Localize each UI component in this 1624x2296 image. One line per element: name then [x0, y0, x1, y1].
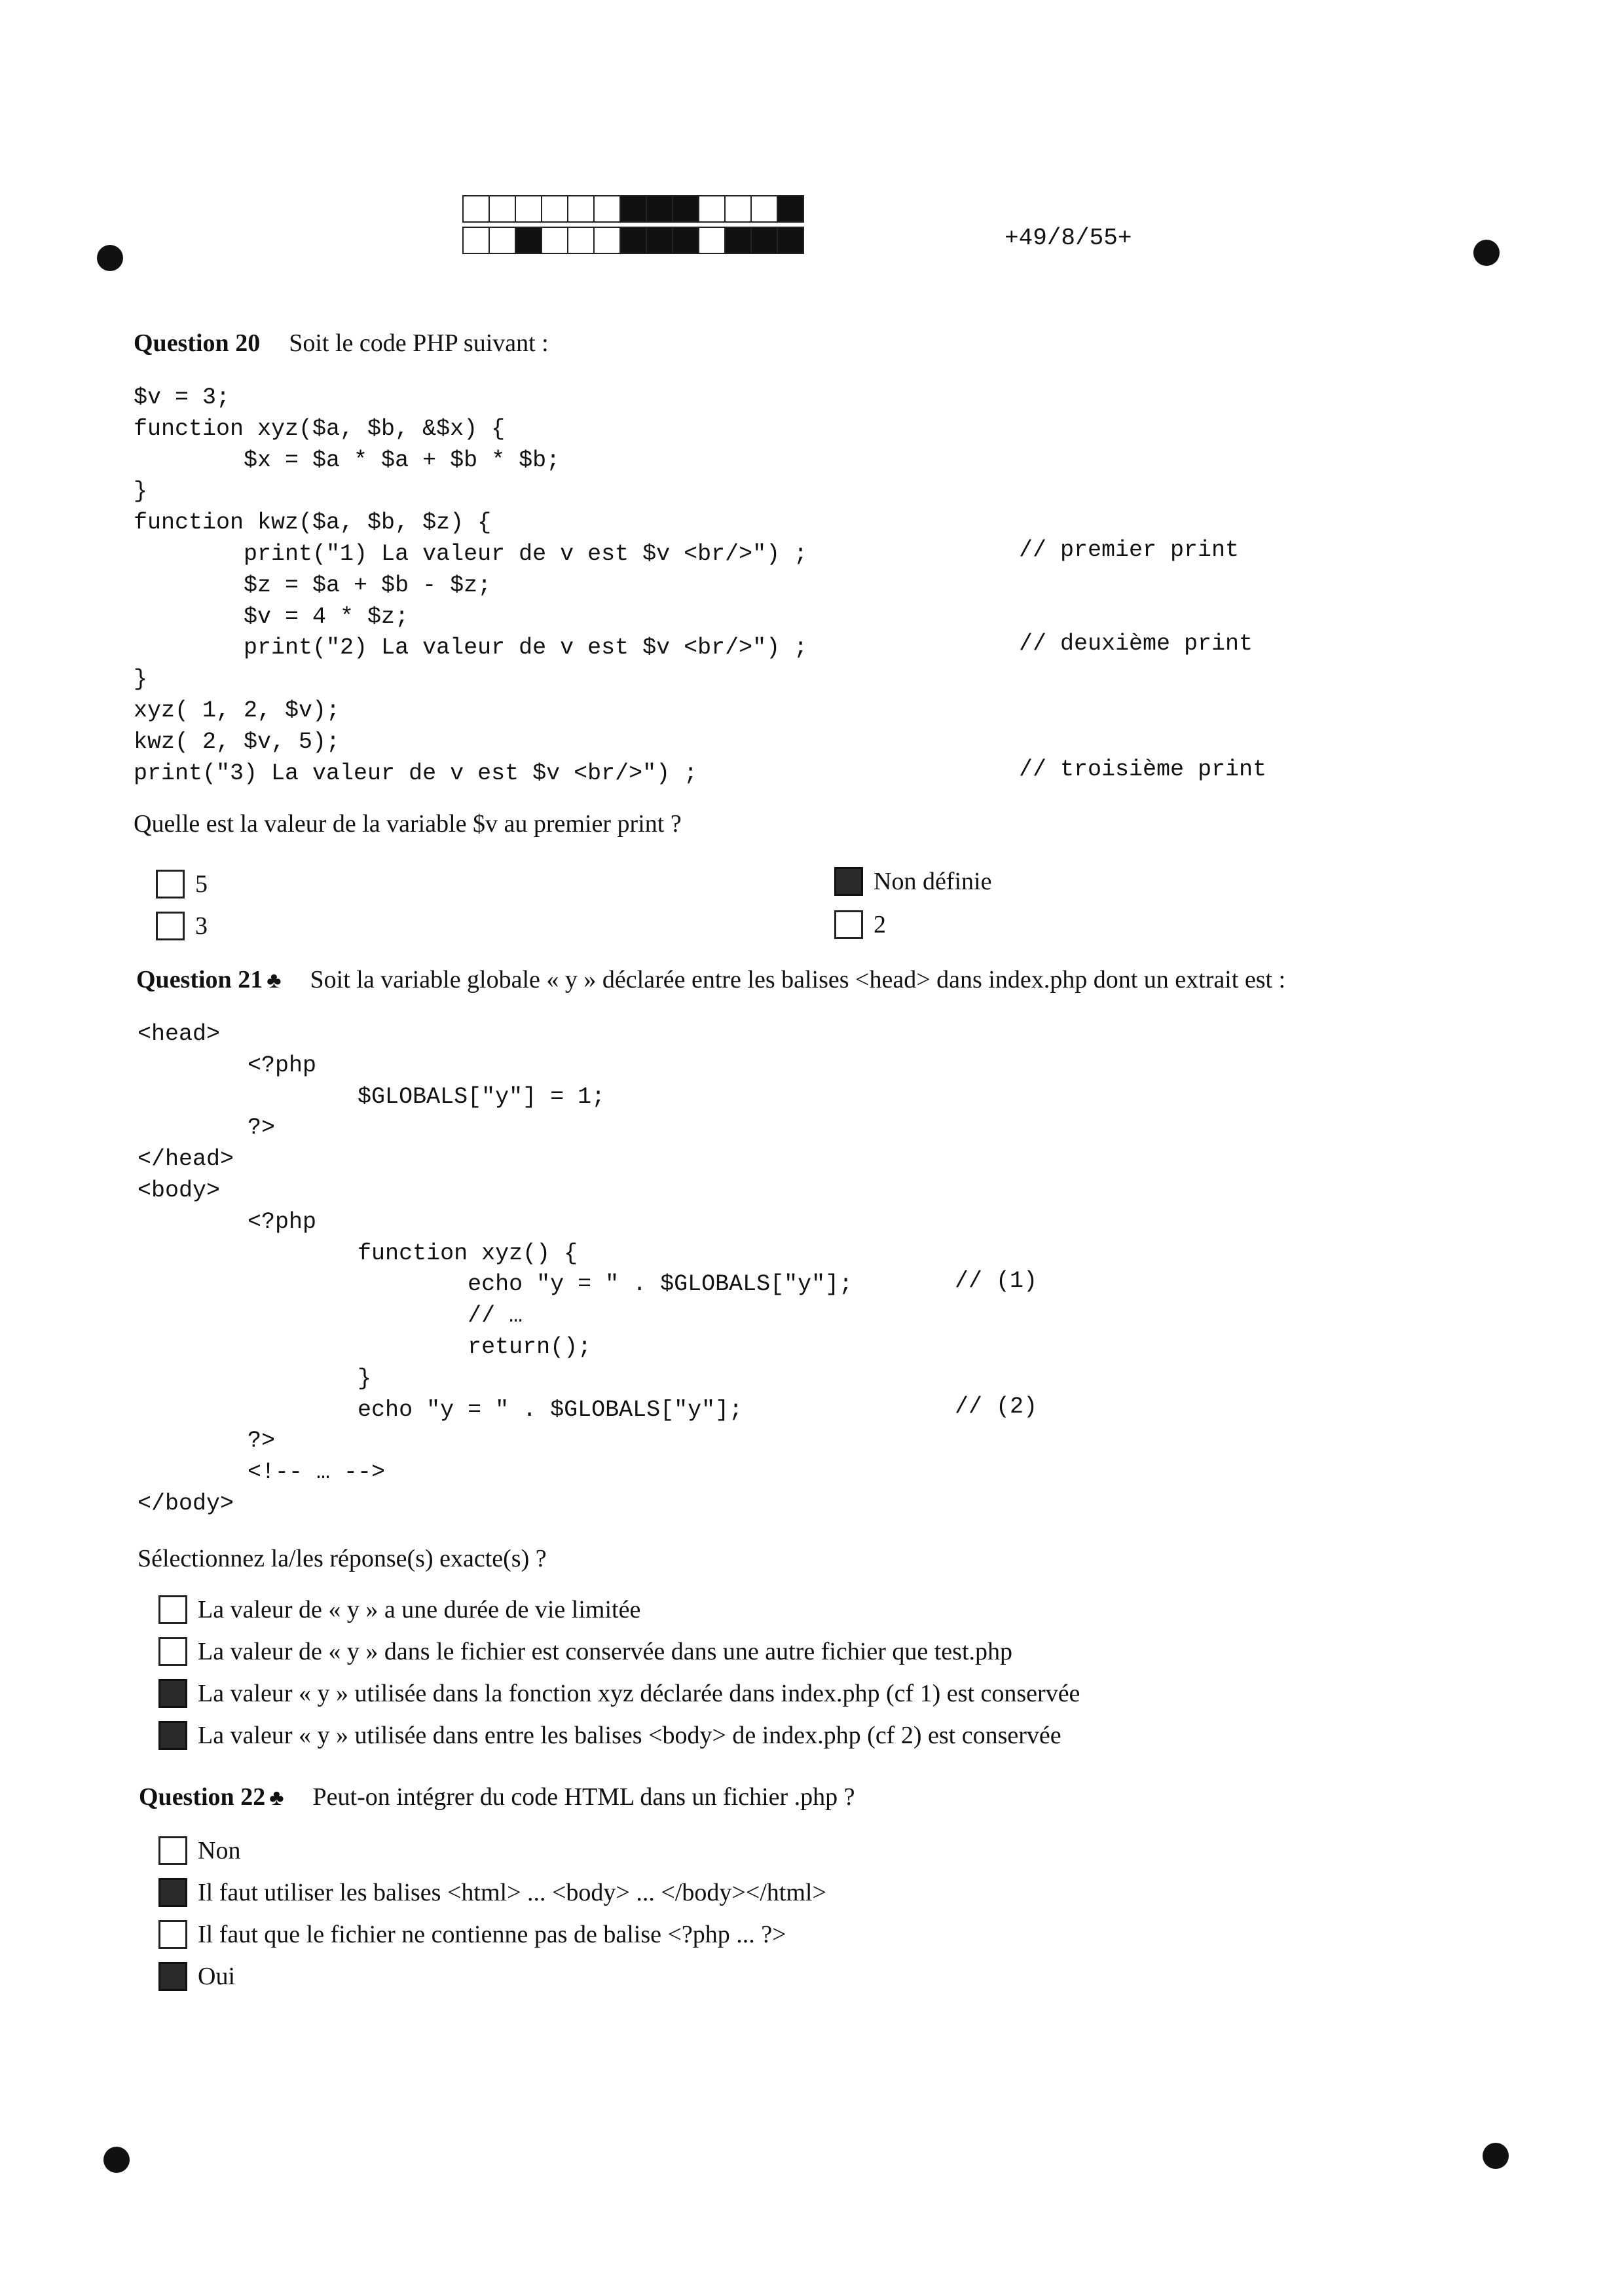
code-line: echo "y = " . $GLOBALS["y"]; — [138, 1271, 853, 1298]
code-comment-troisieme-print: // troisième print — [1019, 756, 1267, 783]
barcode-row-1 — [462, 195, 803, 221]
barcode-cell — [567, 227, 595, 254]
club-icon: ♣ — [269, 1786, 284, 1810]
code-line: <body> — [138, 1177, 221, 1204]
checkbox-checked[interactable] — [158, 1962, 187, 1991]
code-line: print("3) La valeur de v est $v <br/>") ; — [134, 760, 698, 787]
code-comment-1: // (1) — [955, 1268, 1038, 1294]
question-21-number: Question 21 — [136, 966, 263, 993]
answer-option-2[interactable] — [834, 910, 886, 939]
answer-label: La valeur « y » utilisée dans entre les balises <body> de index.php (cf 2) est conservée — [198, 1722, 1061, 1749]
code-comment-2: // (2) — [955, 1394, 1038, 1420]
code-line: $x = $a * $a + $b * $b; — [134, 447, 561, 473]
checkbox-checked[interactable] — [834, 867, 863, 896]
barcode-cell — [541, 195, 568, 223]
checkbox[interactable] — [156, 912, 185, 940]
checkbox[interactable] — [834, 910, 863, 939]
answer-label: 5 — [195, 870, 208, 898]
barcode-cell — [646, 195, 673, 223]
registration-dot-bottom-left — [103, 2147, 130, 2173]
question-21-text: Soit la variable globale « y » déclarée entre les balises <head> dans index.php dont un extrait est : — [310, 966, 1286, 993]
question-20-header — [134, 329, 549, 358]
checkbox-checked[interactable] — [158, 1679, 187, 1708]
registration-dot-top-right — [1473, 240, 1500, 266]
code-line: function xyz() { — [138, 1240, 578, 1267]
question-20-code — [134, 382, 807, 789]
answer-label: La valeur « y » utilisée dans la fonction xyz déclarée dans index.php (cf 1) est conservée — [198, 1680, 1080, 1707]
code-line: <?php — [138, 1052, 317, 1079]
page-reference: +49/8/55+ — [1005, 225, 1132, 251]
registration-dot-top-left — [97, 245, 123, 271]
answer-label: Non — [198, 1837, 241, 1864]
code-line: ?> — [138, 1115, 276, 1141]
barcode-cell — [462, 195, 490, 223]
barcode-cell — [515, 195, 542, 223]
question-21-prompt: Sélectionnez la/les réponse(s) exacte(s) ? — [138, 1545, 547, 1572]
code-line: $GLOBALS["y"] = 1; — [138, 1083, 606, 1110]
barcode-cell — [489, 195, 516, 223]
code-line: } — [138, 1365, 372, 1392]
checkbox[interactable] — [158, 1595, 187, 1624]
code-line: <head> — [138, 1021, 221, 1047]
question-22-text: Peut-on intégrer du code HTML dans un fichier .php ? — [312, 1783, 855, 1811]
answer-option-non-definie[interactable] — [834, 867, 991, 896]
question-22-number: Question 22 — [139, 1783, 266, 1811]
checkbox[interactable] — [158, 1637, 187, 1666]
question-22-label — [139, 1783, 284, 1811]
barcode-cell — [619, 195, 647, 223]
question-21-label — [136, 965, 282, 994]
barcode-cell — [698, 195, 726, 223]
barcode-row-2 — [462, 227, 803, 253]
code-line: // … — [138, 1303, 523, 1329]
barcode-cell — [724, 227, 752, 254]
answer-option-duree-de-vie[interactable] — [158, 1595, 640, 1624]
barcode-cell — [462, 227, 490, 254]
club-icon: ♣ — [267, 969, 282, 993]
barcode-cell — [750, 195, 778, 223]
barcode-cell — [593, 195, 621, 223]
answer-option-5[interactable] — [156, 870, 208, 898]
answer-label: La valeur de « y » a une durée de vie limitée — [198, 1596, 641, 1623]
code-line: } — [134, 666, 148, 693]
code-line: <?php — [138, 1208, 317, 1235]
barcode-cell — [777, 227, 804, 254]
checkbox[interactable] — [156, 870, 185, 898]
code-line: xyz( 1, 2, $v); — [134, 697, 341, 724]
code-comment-deuxieme-print: // deuxième print — [1019, 631, 1253, 657]
barcode-cell — [515, 227, 542, 254]
answer-label: 2 — [874, 911, 886, 938]
code-line: function xyz($a, $b, &$x) { — [134, 415, 506, 442]
question-20-text: Soit le code PHP suivant : — [289, 329, 549, 357]
answer-option-pas-de-balise-php[interactable] — [158, 1920, 786, 1949]
answer-option-balises-html[interactable] — [158, 1878, 826, 1907]
code-line: function kwz($a, $b, $z) { — [134, 509, 492, 536]
question-21-header — [136, 965, 1285, 994]
barcode-cell — [750, 227, 778, 254]
answer-label: 3 — [195, 912, 208, 940]
barcode-cell — [541, 227, 568, 254]
answer-label: Il faut utiliser les balises <html> ... <body> ... </body></html> — [198, 1879, 826, 1906]
barcode-cell — [724, 195, 752, 223]
barcode-cell — [698, 227, 726, 254]
code-line: ?> — [138, 1428, 276, 1454]
answer-option-fonction-xyz[interactable] — [158, 1679, 1080, 1708]
barcode-cell — [777, 195, 804, 223]
question-20-label: Question 20 — [134, 329, 261, 357]
checkbox[interactable] — [158, 1836, 187, 1865]
barcode-cell — [646, 227, 673, 254]
barcode-cell — [567, 195, 595, 223]
barcode-cell — [672, 227, 699, 254]
checkbox[interactable] — [158, 1920, 187, 1949]
answer-option-autre-fichier[interactable] — [158, 1637, 1012, 1666]
answer-label: La valeur de « y » dans le fichier est conservée dans une autre fichier que test.php — [198, 1638, 1012, 1665]
question-20-prompt: Quelle est la valeur de la variable $v au premier print ? — [134, 810, 682, 838]
code-line: print("1) La valeur de v est $v <br/>") ; — [134, 540, 808, 567]
code-line: return(); — [138, 1333, 592, 1360]
code-line: $v = 4 * $z; — [134, 603, 409, 630]
answer-option-balises-body[interactable] — [158, 1721, 1061, 1750]
code-line: </body> — [138, 1490, 234, 1517]
barcode-cell — [672, 195, 699, 223]
barcode-cell — [489, 227, 516, 254]
answer-option-3[interactable] — [156, 912, 208, 940]
code-line: <!-- … --> — [138, 1459, 386, 1486]
code-comment-premier-print: // premier print — [1019, 537, 1240, 563]
checkbox-checked[interactable] — [158, 1878, 187, 1907]
registration-dot-bottom-right — [1483, 2143, 1509, 2169]
answer-option-non[interactable] — [158, 1836, 240, 1865]
code-line: kwz( 2, $v, 5); — [134, 728, 341, 755]
code-line: } — [134, 478, 148, 505]
barcode-cell — [619, 227, 647, 254]
checkbox-checked[interactable] — [158, 1721, 187, 1750]
answer-label: Non définie — [874, 868, 992, 895]
question-21-code — [138, 1019, 853, 1520]
answer-label: Il faut que le fichier ne contienne pas de balise <?php ... ?> — [198, 1921, 786, 1948]
code-line: </head> — [138, 1146, 234, 1173]
code-line: echo "y = " . $GLOBALS["y"]; — [138, 1396, 743, 1423]
code-line: $v = 3; — [134, 384, 231, 411]
answer-label: Oui — [198, 1963, 235, 1990]
barcode-cell — [593, 227, 621, 254]
answer-option-oui[interactable] — [158, 1962, 235, 1991]
code-line: $z = $a + $b - $z; — [134, 572, 492, 599]
code-line: print("2) La valeur de v est $v <br/>") ; — [134, 635, 808, 661]
question-22-header — [139, 1783, 855, 1811]
